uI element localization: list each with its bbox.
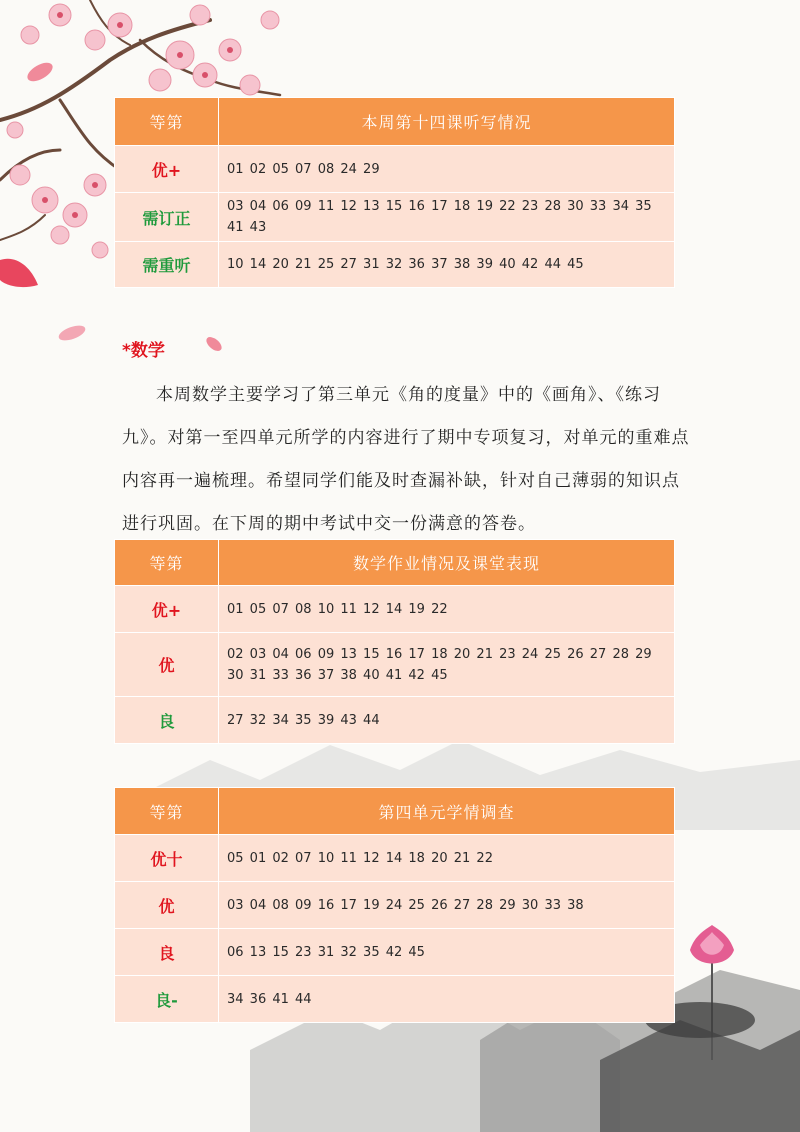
- math-homework-table: [114, 539, 675, 744]
- table-title: 本周第十四课听写情况: [219, 98, 675, 146]
- grade-label: 优: [115, 633, 219, 697]
- grade-label: 优+: [115, 586, 219, 633]
- table-title: 数学作业情况及课堂表现: [219, 540, 675, 586]
- grade-label: 良: [115, 929, 219, 976]
- table-row: [115, 586, 675, 633]
- student-numbers: 05 01 02 07 10 11 12 14 18 20 21 22: [219, 835, 675, 882]
- grade-label: 优+: [115, 146, 219, 193]
- grade-label: 需重听: [115, 242, 219, 288]
- table-row: [115, 976, 675, 1023]
- table-row: [115, 242, 675, 288]
- student-numbers: 03 04 08 09 16 17 19 24 25 26 27 28 29 30 33 38: [219, 882, 675, 929]
- student-numbers: 03 04 06 09 11 12 13 15 16 17 18 19 22 23 28 30 33 34 35 41 43: [219, 193, 675, 242]
- table-row: [115, 146, 675, 193]
- student-numbers: 10 14 20 21 25 27 31 32 36 37 38 39 40 42 44 45: [219, 242, 675, 288]
- grade-header: 等第: [115, 540, 219, 586]
- section-title-math: *数学: [122, 341, 165, 361]
- grade-label: 优十: [115, 835, 219, 882]
- unit-four-survey-table: [114, 787, 675, 1023]
- table-row: [115, 929, 675, 976]
- student-numbers: 06 13 15 23 31 32 35 42 45: [219, 929, 675, 976]
- grade-header: 等第: [115, 788, 219, 835]
- table-row: [115, 882, 675, 929]
- grade-label: 优: [115, 882, 219, 929]
- table-row: [115, 193, 675, 242]
- grade-label: 良: [115, 697, 219, 744]
- student-numbers: 01 02 05 07 08 24 29: [219, 146, 675, 193]
- table-row: [115, 835, 675, 882]
- student-numbers: 02 03 04 06 09 13 15 16 17 18 20 21 23 24 25 26 27 28 29 30 31 33 36 37 38 40 41 42 45: [219, 633, 675, 697]
- grade-label: 良-: [115, 976, 219, 1023]
- student-numbers: 34 36 41 44: [219, 976, 675, 1023]
- grade-label: 需订正: [115, 193, 219, 242]
- student-numbers: 27 32 34 35 39 43 44: [219, 697, 675, 744]
- math-summary-paragraph: 本周数学主要学习了第三单元《角的度量》中的《画角》、《练习九》。对第一至四单元所学的内容进行了期中专项复习，对单元的重难点内容再一遍梳理。希望同学们能及时查漏补缺，针对自己薄弱的知识点进行巩固。在下周的期中考试中交一份满意的答卷。: [122, 385, 690, 534]
- grade-header: 等第: [115, 98, 219, 146]
- table-title: 第四单元学情调查: [219, 788, 675, 835]
- table-row: [115, 633, 675, 697]
- student-numbers: 01 05 07 08 10 11 12 14 19 22: [219, 586, 675, 633]
- dictation-table: [114, 97, 675, 288]
- table-row: [115, 697, 675, 744]
